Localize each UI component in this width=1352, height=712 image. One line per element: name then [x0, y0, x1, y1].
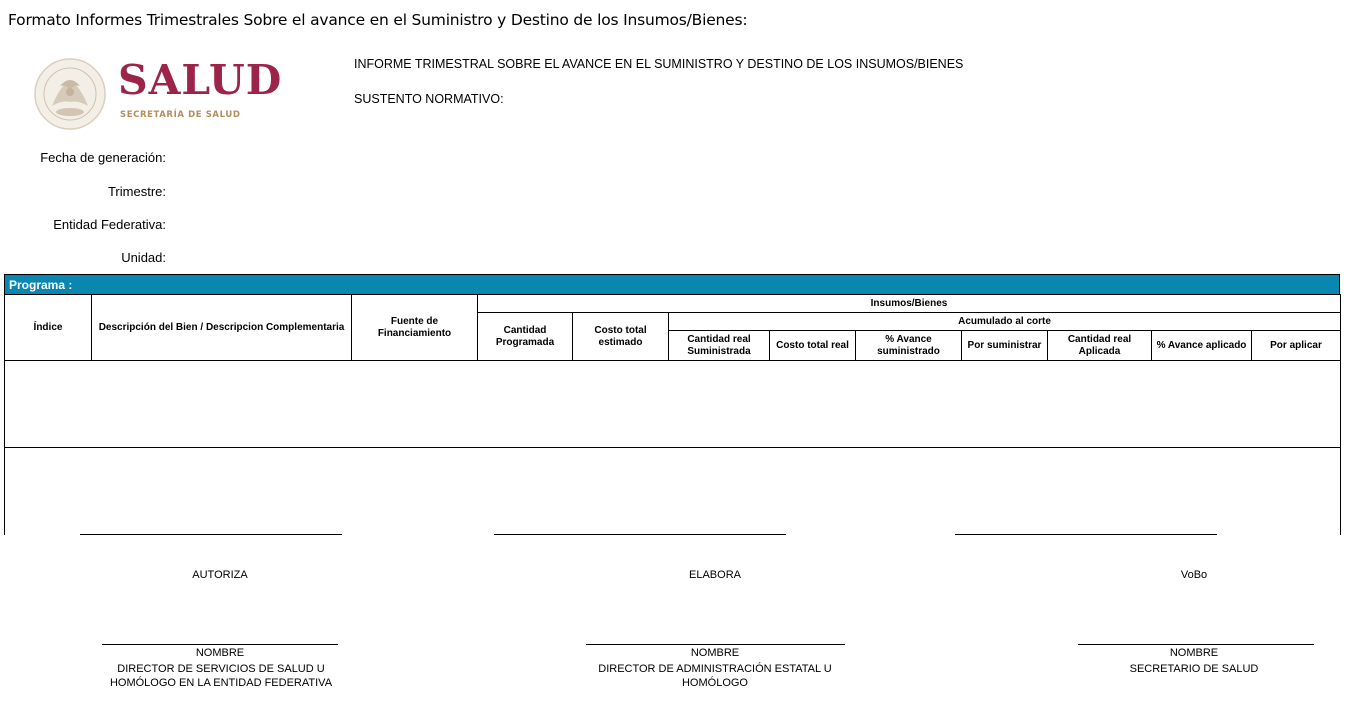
divider: [955, 534, 1217, 535]
report-title: INFORME TRIMESTRAL SOBRE EL AVANCE EN EL SUMINISTRO Y DESTINO DE LOS INSUMOS/BIENES: [354, 57, 964, 71]
table-cell[interactable]: [5, 448, 669, 535]
col-to-supply: Por suministrar: [962, 331, 1048, 361]
group-supplies: Insumos/Bienes: [478, 295, 1341, 313]
state-label: Entidad Federativa:: [53, 217, 166, 232]
program-bar: Programa :: [4, 274, 1340, 294]
report-basis-label: SUSTENTO NORMATIVO:: [354, 92, 504, 106]
prepare-role: ELABORA: [689, 569, 741, 581]
col-funding: Fuente de Financiamiento: [352, 295, 478, 361]
table-cell[interactable]: [669, 448, 1048, 535]
col-to-apply: Por aplicar: [1252, 331, 1341, 361]
unit-label: Unidad:: [121, 250, 166, 265]
prepare-signature-line: [586, 644, 845, 645]
quarter-label: Trimestre:: [107, 184, 166, 199]
table-cell[interactable]: [1048, 448, 1341, 535]
col-applied-qty: Cantidad real Aplicada: [1048, 331, 1152, 361]
generation-date-label: Fecha de generación:: [40, 150, 166, 165]
table-cell[interactable]: [1048, 361, 1341, 448]
col-supplied-pct: % Avance suministrado: [856, 331, 962, 361]
divider: [80, 534, 342, 535]
approve-title: [1074, 662, 1314, 676]
col-real-cost: Costo total real: [770, 331, 856, 361]
authorize-name: NOMBRE: [195, 647, 245, 659]
col-planned-qty: Cantidad Programada: [478, 313, 573, 361]
table-row: [5, 361, 1341, 448]
salud-subtitle: SECRETARÍA DE SALUD: [120, 110, 241, 120]
supplies-table: [4, 294, 1341, 535]
col-estimated-cost: Costo total estimado: [573, 313, 669, 361]
approve-signature-line: [1078, 644, 1314, 645]
divider: [494, 534, 786, 535]
approve-title-line: SECRETARIO DE SALUD: [1129, 663, 1259, 675]
col-index: Índice: [5, 295, 92, 361]
authorize-role: AUTORIZA: [192, 569, 248, 581]
table-cell[interactable]: [669, 361, 1048, 448]
prepare-name: NOMBRE: [690, 647, 740, 659]
salud-wordmark: SALUD: [118, 56, 283, 104]
page-heading: Formato Informes Trimestrales Sobre el avance en el Suministro y Destino de los Insumos/Bienes:: [8, 11, 748, 29]
col-applied-pct: % Avance aplicado: [1152, 331, 1252, 361]
prepare-title: [570, 662, 860, 690]
table-cell[interactable]: [5, 361, 669, 448]
authorize-title: [80, 662, 362, 690]
group-cumulative: Acumulado al corte: [669, 313, 1341, 331]
prepare-title-line: HOMÓLOGO: [681, 677, 748, 689]
table-row: [5, 448, 1341, 535]
col-description: Descripción del Bien / Descripcion Complementaria: [92, 295, 352, 361]
national-seal-icon: [30, 56, 110, 132]
col-supplied-qty: Cantidad real Suministrada: [669, 331, 770, 361]
prepare-title-line: DIRECTOR DE ADMINISTRACIÓN ESTATAL U: [598, 663, 832, 675]
authorize-title-line: DIRECTOR DE SERVICIOS DE SALUD U: [117, 663, 325, 675]
authorize-title-line: HOMÓLOGO EN LA ENTIDAD FEDERATIVA: [109, 677, 333, 689]
approve-role: VoBo: [1180, 569, 1208, 581]
approve-name: NOMBRE: [1169, 647, 1219, 659]
salud-logo: [30, 54, 283, 134]
authorize-signature-line: [102, 644, 338, 645]
